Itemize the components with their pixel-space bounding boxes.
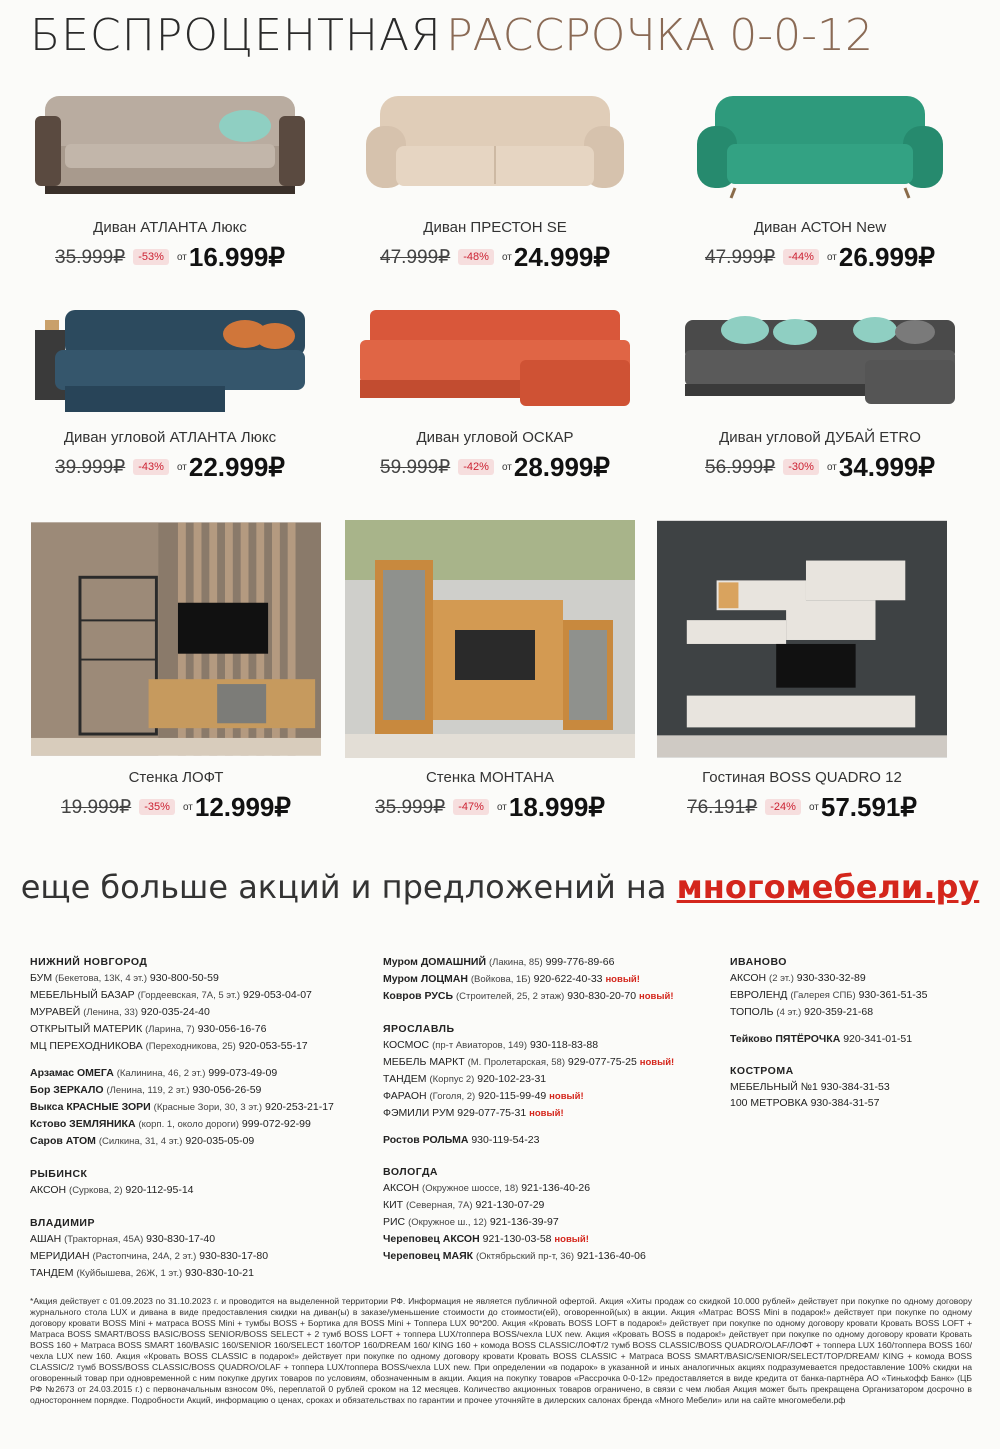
product-card[interactable] xyxy=(345,86,645,274)
city-heading: РЫБИНСК xyxy=(30,1168,88,1180)
stores-column-3 xyxy=(730,948,927,1111)
price-row xyxy=(340,790,640,824)
store-line: 100 МЕТРОВКА 930-384-31-57 xyxy=(730,1097,880,1109)
store-line: КОСМОС (пр-т Авиаторов, 149) 930-118-83-88 xyxy=(383,1039,599,1051)
new-price: 28.999₽ xyxy=(513,451,610,482)
new-price: 12.999₽ xyxy=(194,791,291,822)
store-line: РИС (Окружное ш., 12) 921-136-39-97 xyxy=(383,1216,559,1228)
city-heading: ИВАНОВО xyxy=(730,956,787,968)
old-price: 56.999₽ xyxy=(705,456,776,478)
product-image-sofa-atlanta xyxy=(25,86,315,208)
store-line: Бор ЗЕРКАЛО (Ленина, 119, 2 эт.) 930-056-26-59 xyxy=(30,1084,262,1096)
product-card[interactable] xyxy=(20,86,320,274)
new-price: 22.999₽ xyxy=(188,451,285,482)
product-image-corner-sofa-atlanta xyxy=(25,300,315,418)
store-line: Арзамас ОМЕГА (Калинина, 46, 2 эт.) 999-073-49-09 xyxy=(30,1067,278,1079)
product-card[interactable] xyxy=(670,86,970,274)
store-line: Череповец МАЯК (Октябрьский пр-т, 36) 921-136-40-06 xyxy=(383,1250,646,1262)
from-label: от xyxy=(826,251,837,263)
old-price: 35.999₽ xyxy=(375,796,446,818)
from-label: от xyxy=(501,251,512,263)
discount-badge: -48% xyxy=(458,249,494,265)
store-line: Ковров РУСЬ (Строителей, 25, 2 этаж) 930-830-20-70 новый! xyxy=(383,990,674,1002)
store-line: КИТ (Северная, 7А) 921-130-07-29 xyxy=(383,1199,545,1211)
price-row xyxy=(345,240,645,274)
page-header xyxy=(0,0,1000,70)
stores-column-1 xyxy=(30,948,334,1282)
product-name: Диван угловой ДУБАЙ ETRO xyxy=(719,429,921,446)
price-row xyxy=(26,790,326,824)
store-line: АКСОН (Окружное шоссе, 18) 921-136-40-26 xyxy=(383,1182,591,1194)
product-image-sofa-aston xyxy=(675,86,965,208)
from-label: от xyxy=(176,461,187,473)
store-line: МЕРИДИАН (Растопчина, 24А, 2 эт.) 930-830-17-80 xyxy=(30,1250,269,1262)
store-line: ТОПОЛЬ (4 эт.) 920-359-21-68 xyxy=(730,1006,874,1018)
store-line: МЕБЕЛЬ МАРКТ (М. Пролетарская, 58) 929-077-75-25 новый! xyxy=(383,1056,675,1068)
promo-banner xyxy=(0,868,1000,906)
from-label: от xyxy=(501,461,512,473)
city-heading: ВЛАДИМИР xyxy=(30,1217,95,1229)
store-line: АШАН (Тракторная, 45А) 930-830-17-40 xyxy=(30,1233,216,1245)
discount-badge: -43% xyxy=(133,459,169,475)
header-title-main: БЕСПРОЦЕНТНАЯ xyxy=(30,10,442,61)
product-card[interactable] xyxy=(340,520,640,824)
product-image-corner-sofa-dubai xyxy=(675,300,965,418)
product-name: Диван АТЛАНТА Люкс xyxy=(93,219,247,236)
product-image-wall-loft xyxy=(31,520,321,758)
store-line: Кстово ЗЕМЛЯНИКА (корп. 1, около дороги) 999-072-92-99 xyxy=(30,1118,311,1130)
city-heading: ЯРОСЛАВЛЬ xyxy=(383,1023,455,1035)
product-image-living-boss-quadro xyxy=(657,520,947,758)
from-label: от xyxy=(176,251,187,263)
old-price: 47.999₽ xyxy=(705,246,776,268)
old-price: 76.191₽ xyxy=(687,796,758,818)
product-card[interactable] xyxy=(345,300,645,484)
product-name: Диван ПРЕСТОН SE xyxy=(423,219,567,236)
promo-site-link[interactable]: многомебели.ру xyxy=(676,868,980,906)
new-price: 24.999₽ xyxy=(513,241,610,272)
stores-column-2 xyxy=(383,948,674,1265)
from-label: от xyxy=(808,801,819,813)
store-line: Выкса КРАСНЫЕ ЗОРИ (Красные Зори, 30, 3 эт.) 920-253-21-17 xyxy=(30,1101,334,1113)
price-row xyxy=(670,450,970,484)
new-price: 18.999₽ xyxy=(508,791,605,822)
store-line: МЕБЕЛЬНЫЙ №1 930-384-31-53 xyxy=(730,1081,890,1093)
product-card[interactable] xyxy=(670,300,970,484)
discount-badge: -44% xyxy=(783,249,819,265)
old-price: 47.999₽ xyxy=(380,246,451,268)
product-card[interactable] xyxy=(20,300,320,484)
store-line: Ростов РОЛЬМА 930-119-54-23 xyxy=(383,1134,540,1146)
new-price: 57.591₽ xyxy=(820,791,917,822)
city-heading: КОСТРОМА xyxy=(730,1065,794,1077)
product-card[interactable] xyxy=(652,520,952,824)
store-line: МУРАВЕЙ (Ленина, 33) 920-035-24-40 xyxy=(30,1006,210,1018)
discount-badge: -53% xyxy=(133,249,169,265)
store-line: Череповец АКСОН 921-130-03-58 новый! xyxy=(383,1233,589,1245)
old-price: 59.999₽ xyxy=(380,456,451,478)
store-line: ФАРАОН (Гоголя, 2) 920-115-99-49 новый! xyxy=(383,1090,584,1102)
price-row xyxy=(652,790,952,824)
new-price: 34.999₽ xyxy=(838,451,935,482)
city-heading: НИЖНИЙ НОВГОРОД xyxy=(30,956,148,968)
store-line: АКСОН (2 эт.) 930-330-32-89 xyxy=(730,972,866,984)
promo-text: еще больше акций и предложений на xyxy=(20,868,677,906)
price-row xyxy=(670,240,970,274)
discount-badge: -47% xyxy=(453,799,489,815)
product-image-corner-sofa-oskar xyxy=(350,300,640,418)
product-card[interactable] xyxy=(26,520,326,824)
from-label: от xyxy=(182,801,193,813)
legal-footnote: *Акция действует с 01.09.2023 по 31.10.2023 г. и проводится на выделенной территории РФ. Информация не является публичной офертой. Акция «Хиты продаж со скидкой 10.000 рублей» действует при покупке по одному договору журнального стола LUX и дивана в виде предоставления скидки на диван(ы) в заказе/уменьшение стоимости до стоимости(ей), оговоренной(ых) в акции. Акция «Матрас BOSS Mini в подарок!» действует при покупке по одному договору кровати BOSS Mini + матраса BOSS Mini + тумбы BOSS + Бортика для BOSS Mini + Топпера LUX 90*200. Акция «Кровать BOSS LOFT в подарок!» действует при покупке по одному договору кровати Кровать BOSS LOFT + Матраса BOSS SMART/BOSS BASIC/BOSS SENIOR/BOSS SELECT + 2 тумб BOSS LOFT + топпера LUX/топпера BOSS/чехла LUX new. Акция «Кровать BOSS в подарок!» действует при покупке по одному договору кровати Кровать BOSS 160 + Матраса BOSS SMART 160/BASIC 160/SENIOR 160/SELECT 160/TOP 160/DREAM 160/ KING 160 + комода BOSS CLASSIC/ЛОФТ/2 тумб BOSS CLASSIC/BOSS QUADRO/OLAF/ЛОФТ + топпера LUX 160/топпера BOSS 160/чехла LUX new 160. Акция «Кровать BOSS CLASSIC в подарок!» действует при покупке по одному договору кровати Кровать BOSS CLASSIC + Матраса BOSS SMART/BASIC/SENIOR/SELECT/TOP/DREAM/ KING + комода BOSS CLASSIC/2 тумб BOSS/BOSS CLASSIC/BOSS QUADRO/OLAF + топпера LUX/топпера BOSS/чехла LUX new. При определении «в подарок» в указанной и иных аналогичных акциях подразумевается предоставление 100% скидки на оговоренный товар при одновременной с ним покупке других товаров по условиям, обозначенным в акции. Акция на покупку товаров «Рассрочка 0-0-12» предоставляется в виде кредита от банка-партнёра АО «Тинькофф Банк» (ЦБ РФ №2673 от 24.03.2015 г.) с первоначальным взносом 0%, переплатой 0 рублей сроком на 12 месяцев. Количество акционных товаров ограничено, в связи с чем любая Акция может быть прекращена Организатором досрочно в одностороннем порядке. Подробности Акций, информацию о ценах, сроках и обязательствах по гарантии и прочее уточняйте в дилерских салонах бренда «Много Мебели» или на сайте многомебели.рф xyxy=(30,1296,972,1405)
store-line: АКСОН (Суркова, 2) 920-112-95-14 xyxy=(30,1184,194,1196)
product-name: Гостиная BOSS QUADRO 12 xyxy=(702,769,902,786)
store-line: ЕВРОЛЕНД (Галерея СПБ) 930-361-51-35 xyxy=(730,989,928,1001)
product-name: Диван угловой АТЛАНТА Люкс xyxy=(63,429,277,446)
store-line: МЕБЕЛЬНЫЙ БАЗАР (Гордеевская, 7А, 5 эт.) 929-053-04-07 xyxy=(30,989,312,1001)
store-line: ОТКРЫТЫЙ МАТЕРИК (Ларина, 7) 930-056-16-76 xyxy=(30,1023,267,1035)
from-label: от xyxy=(496,801,507,813)
city-heading: ВОЛОГДА xyxy=(383,1166,439,1178)
store-line: ТАНДЕМ (Куйбышева, 26Ж, 1 эт.) 930-830-10-21 xyxy=(30,1267,254,1279)
price-row xyxy=(20,240,320,274)
price-row xyxy=(345,450,645,484)
store-line: МЦ ПЕРЕХОДНИКОВА (Переходникова, 25) 920-053-55-17 xyxy=(30,1040,308,1052)
store-line: ТАНДЕМ (Корпус 2) 920-102-23-31 xyxy=(383,1073,547,1085)
new-price: 16.999₽ xyxy=(188,241,285,272)
product-image-sofa-preston xyxy=(350,86,640,208)
store-line: Муром ДОМАШНИЙ (Лакина, 85) 999-776-89-66 xyxy=(383,956,615,968)
store-line: Муром ЛОЦМАН (Войкова, 1Б) 920-622-40-33 новый! xyxy=(383,973,640,985)
discount-badge: -30% xyxy=(783,459,819,475)
old-price: 35.999₽ xyxy=(55,246,126,268)
price-row xyxy=(20,450,320,484)
product-name: Стенка МОНТАНА xyxy=(425,769,555,786)
from-label: от xyxy=(826,461,837,473)
product-name: Стенка ЛОФТ xyxy=(128,769,224,786)
product-name: Диван АСТОН New xyxy=(753,219,887,236)
discount-badge: -24% xyxy=(765,799,801,815)
old-price: 39.999₽ xyxy=(55,456,126,478)
product-image-wall-montana xyxy=(345,520,635,758)
store-line: ФЭМИЛИ РУМ 929-077-75-31 новый! xyxy=(383,1107,564,1119)
discount-badge: -42% xyxy=(458,459,494,475)
discount-badge: -35% xyxy=(139,799,175,815)
new-price: 26.999₽ xyxy=(838,241,935,272)
header-title-accent: РАССРОЧКА 0-0-12 xyxy=(446,10,873,61)
store-line: Саров АТОМ (Силкина, 31, 4 эт.) 920-035-05-09 xyxy=(30,1135,255,1147)
old-price: 19.999₽ xyxy=(61,796,132,818)
product-name: Диван угловой ОСКАР xyxy=(416,429,574,446)
store-line: БУМ (Бекетова, 13К, 4 эт.) 930-800-50-59 xyxy=(30,972,219,984)
store-line: Тейково ПЯТЁРОЧКА 920-341-01-51 xyxy=(730,1033,913,1045)
